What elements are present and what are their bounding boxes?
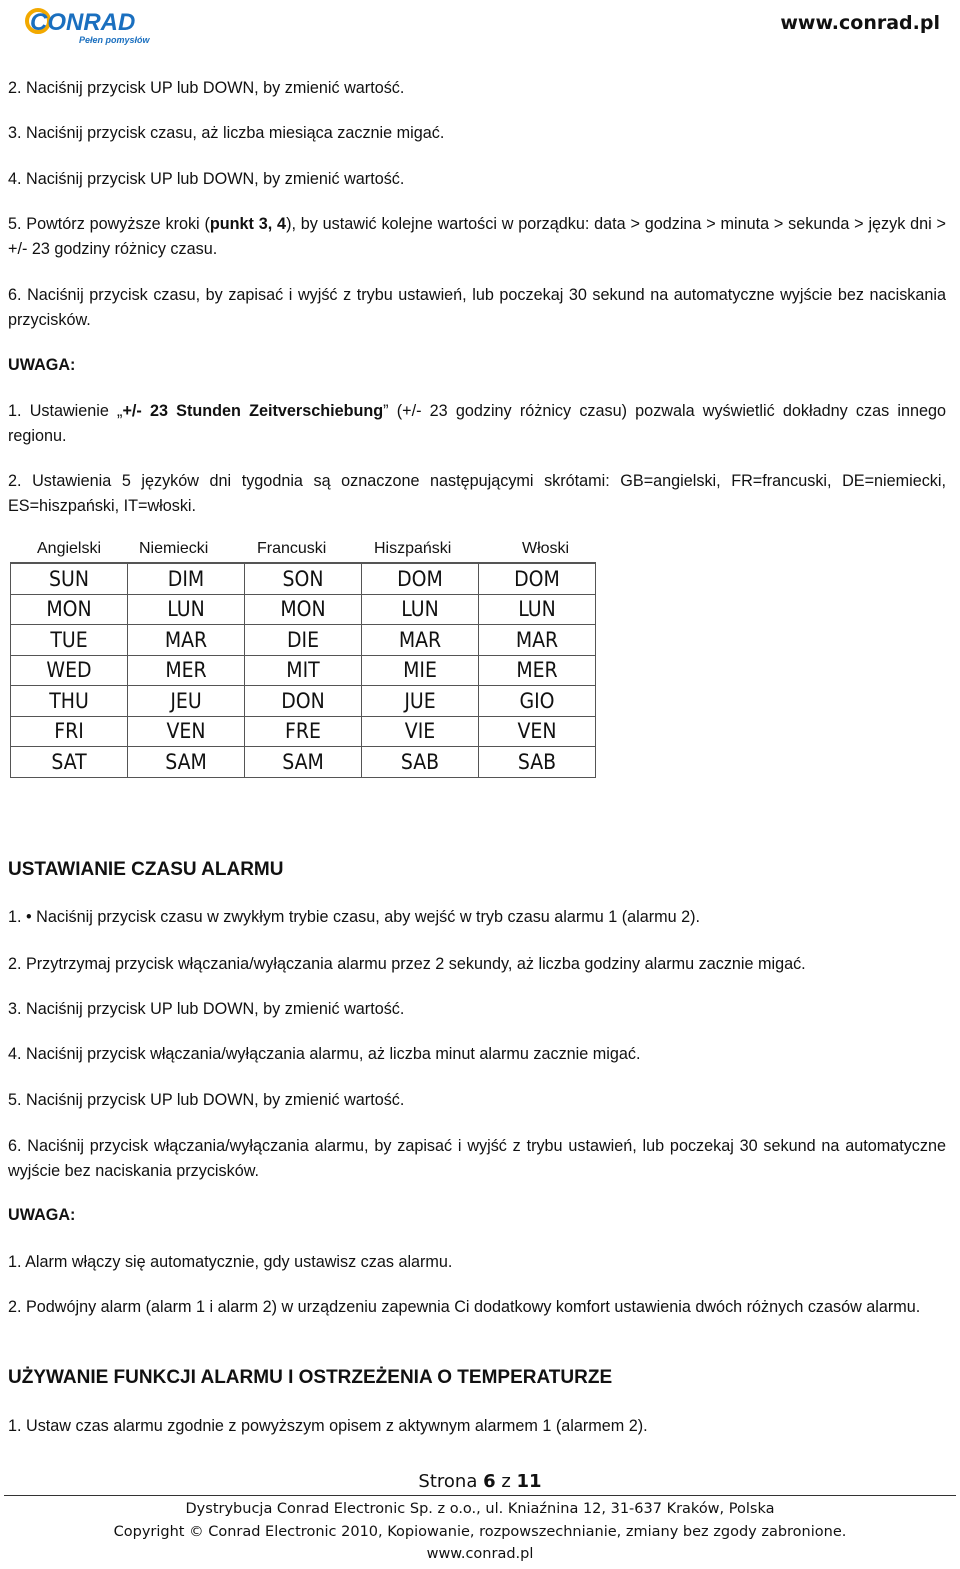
alarm-step-1: 1. • Naciśnij przycisk czasu w zwykłym trybie czasu, aby wejść w tryb czasu alarmu 1 (alarmu 2). [8,908,701,926]
weekday-table [10,562,596,778]
footer-site-url[interactable]: www.conrad.pl [426,1546,534,1562]
svg-text:Pełen pomysłów: Pełen pomysłów [79,35,150,45]
table-row [11,716,596,747]
table-row [11,747,596,778]
footer-copyright: Copyright © Conrad Electronic 2010, Kopiowanie, rozpowszechnianie, zmiany bez zgody zabronione. [113,1524,847,1540]
table-cell: VEN [479,716,596,747]
table-cell: SAM [245,747,362,778]
table-cell: SAT [11,747,128,778]
table-cell: DOM [362,563,479,594]
table-cell: MIE [362,655,479,686]
lang-header-english: Angielski [37,540,102,557]
step-5-text: 5. Powtórz powyższe kroki (punkt 3, 4), by ustawić kolejne wartości w porządku: data > godzina > minuta > sekunda > język dni > +/- 23 godziny różnicy czasu. [8,215,947,258]
table-cell: FRI [11,716,128,747]
table-cell: LUN [362,594,479,625]
table-cell: DON [245,686,362,717]
table-cell: DIM [128,563,245,594]
alarm-step-2: 2. Przytrzymaj przycisk włączania/wyłączania alarmu przez 2 sekundy, aż liczba godziny alarmu zacznie migać. [8,955,806,973]
table-cell: GIO [479,686,596,717]
table-cell: DIE [245,625,362,656]
lang-header-italian: Włoski [522,540,570,557]
table-cell: MON [245,594,362,625]
table-cell: VIE [362,716,479,747]
table-cell: FRE [245,716,362,747]
site-url[interactable]: www.conrad.pl [780,12,940,34]
table-row [11,655,596,686]
note-2-text: 2. Ustawienia 5 języków dni tygodnia są oznaczone następującymi skrótami: GB=angielski, FR=francuski, DE=niemiecki, ES=hiszpański, IT=włoski. [8,472,946,515]
table-cell: THU [11,686,128,717]
table-cell: WED [11,655,128,686]
alarm-note-heading: UWAGA: [8,1206,76,1224]
table-cell: LUN [479,594,596,625]
note-1-text: 1. Ustawienie „+/- 23 Stunden Zeitverschiebung” (+/- 23 godziny różnicy czasu) pozwala wyświetlić dokładny czas innego regionu. [8,402,946,445]
table-row [11,594,596,625]
table-cell: JEU [128,686,245,717]
conrad-logo [24,6,154,46]
lang-header-french: Francuski [257,540,327,557]
table-row [11,686,596,717]
alarm-step-6: 6. Naciśnij przycisk włączania/wyłączania alarmu, by zapisać i wyjść z trybu ustawień, lub poczekaj 30 sekund na automatyczne wyjście bez naciskania przycisków. [8,1137,946,1180]
table-cell: MON [11,594,128,625]
table-cell: SAM [128,747,245,778]
table-cell: DOM [479,563,596,594]
table-cell: MAR [362,625,479,656]
step-4-text: 4. Naciśnij przycisk UP lub DOWN, by zmienić wartość. [8,170,405,188]
alarm-section-heading: USTAWIANIE CZASU ALARMU [8,859,284,880]
alarm-note-1: 1. Alarm włączy się automatycznie, gdy ustawisz czas alarmu. [8,1253,453,1271]
note-heading: UWAGA: [8,356,76,374]
table-cell: VEN [128,716,245,747]
alarm-note-2: 2. Podwójny alarm (alarm 1 i alarm 2) w urządzeniu zapewnia Ci dodatkowy komfort ustawienia dwóch różnych czasów alarmu. [8,1298,921,1316]
step-6-text: 6. Naciśnij przycisk czasu, by zapisać i wyjść z trybu ustawień, lub poczekaj 30 sekund na automatyczne wyjście bez naciskania przycisków. [8,286,946,329]
step-3-text: 3. Naciśnij przycisk czasu, aż liczba miesiąca zacznie migać. [8,124,445,142]
temperature-section-heading: UŻYWANIE FUNKCJI ALARMU I OSTRZEŻENIA O TEMPERATURZE [8,1367,613,1388]
table-cell: SON [245,563,362,594]
step-2-text: 2. Naciśnij przycisk UP lub DOWN, by zmienić wartość. [8,79,405,97]
table-cell: MIT [245,655,362,686]
table-cell: SUN [11,563,128,594]
lang-header-german: Niemiecki [139,540,209,557]
page-number: Strona 6 z 11 [418,1471,542,1492]
table-cell: SAB [362,747,479,778]
table-cell: MER [479,655,596,686]
alarm-step-3: 3. Naciśnij przycisk UP lub DOWN, by zmienić wartość. [8,1000,405,1018]
table-cell: LUN [128,594,245,625]
lang-header-spanish: Hiszpański [374,540,452,557]
table-cell: JUE [362,686,479,717]
table-cell: MAR [479,625,596,656]
table-row [11,563,596,594]
footer-distribution: Dystrybucja Conrad Electronic Sp. z o.o., ul. Kniaźnina 12, 31-637 Kraków, Polska [185,1501,775,1517]
alarm-step-5: 5. Naciśnij przycisk UP lub DOWN, by zmienić wartość. [8,1091,405,1109]
temperature-step-1: 1. Ustaw czas alarmu zgodnie z powyższym opisem z aktywnym alarmem 1 (alarmem 2). [8,1417,648,1435]
table-cell: TUE [11,625,128,656]
table-row [11,625,596,656]
table-cell: MER [128,655,245,686]
footer-divider [4,1495,956,1496]
table-cell: SAB [479,747,596,778]
svg-text:CONRAD: CONRAD [30,9,136,36]
table-cell: MAR [128,625,245,656]
alarm-step-4: 4. Naciśnij przycisk włączania/wyłączania alarmu, aż liczba minut alarmu zacznie migać. [8,1045,641,1063]
